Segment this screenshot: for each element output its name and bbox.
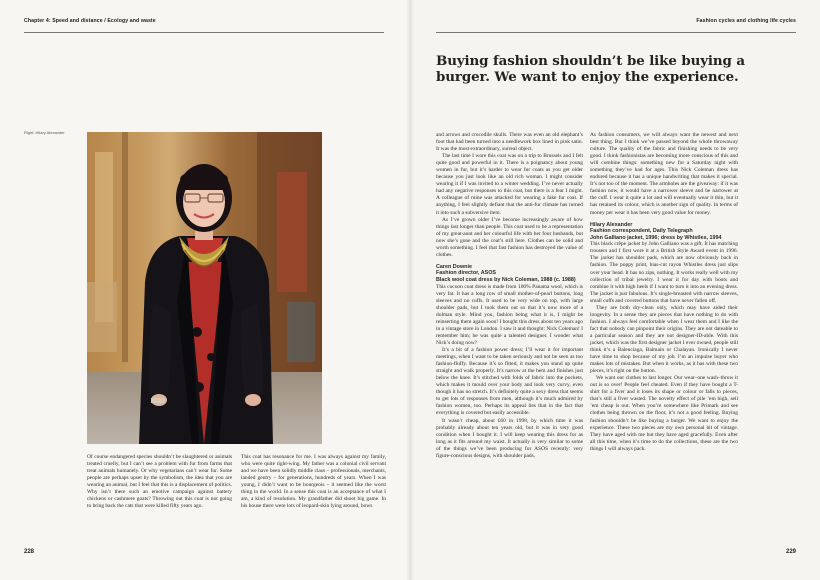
- right-page-column-2: [590, 132, 738, 453]
- byline-hilary-alexander: [590, 222, 738, 242]
- header-rule-right: [436, 32, 796, 33]
- paragraph: and arrows and crocodile skulls. There was even an old elephant’s foot that had been turned into a needlework box lined in pink satin. It was the most extraordinary, surreal object.: [436, 132, 583, 153]
- paragraph: The last time I wore this coat was on a trip to Brussels and I felt quite good and powerful in it. There is a poignancy about young women in fur, but it’s harder to wear fur coats as you get older because you just look like an old rich woman. I might consider wearing it if I was invited to a winter wedding. I’ve never actually had any negative responses to this coat, but there is a fear I might. A colleague of mine was attacked for wearing a fake fur coat. If anything, I feel slightly defiant that the anti-fur climate has turned it into such a subversive item.: [436, 153, 583, 216]
- byline-item: John Galliano jacket, 1996; dress by Whistles, 1994: [590, 234, 722, 241]
- running-head-left: Chapter 4: Speed and distance / Ecology and waste: [24, 18, 156, 24]
- paragraph: We want our clothes to last longer. Our wear–one wash–throw it out is so over! People feel cheated. Even if they have bought a T-shirt for a fiver and it loses its shape or colour or falls to pieces, that’s still a fiver wasted. The novelty effect of pile ’em high, sell ’em cheap is out. When you’re somewhere like Primark and see clothes being thrown on the floor, it’s not a good feeling. Buying fashion shouldn’t be like buying a burger. We want to enjoy the experience. These two pieces are my own personal bit of vintage. They have aged with me but they have aged gracefully. Even after all this time, when it’s time to do the collections, these are the two things I will always pack.: [590, 375, 738, 452]
- paragraph: This black crêpe jacket by John Galliano was a gift. It has matching trousers and I first wore it at a British Style Award event in 1996. The jacket has shoulder pads, which are now obviously back in fashion. The poppy print, bias-cut rayon Whistles dress just slips over your head. It has no zips, nothing. It works really well with my collection of tribal jewelry. I wear it for day with boots and combine it with high heels if I want to turn it into an evening dress. The jacket is just fabulous. It’s single-breasted with narrow sleeves, small cuffs and covered buttons that have never fallen off.: [590, 241, 738, 304]
- byline-item: Black wool coat dress by Nick Coleman, 1988 (c. 1988): [436, 277, 576, 284]
- byline-caren-downie: [436, 264, 583, 284]
- byline-name: Hilary Alexander: [590, 221, 633, 228]
- byline-role: Fashion director, ASOS: [436, 270, 497, 277]
- pull-quote-headline: Buying fashion shouldn’t be like buying a burger. We want to enjoy the experience.: [436, 53, 745, 86]
- header-rule-left: [24, 32, 384, 33]
- page-number-right: 229: [785, 549, 796, 555]
- spine-gutter: [406, 0, 414, 580]
- paragraph: This cocoon coat dress is made from 100% Panama wool, which is very fat. It has a long row of small mother-of-pearl buttons, long sleeves and no cuffs. It used to be very wide on top, with large shoulder pads, but I took them out so that it’s now more of a dolman style. Mind you, fashion being what it is, I might be reinserting them again soon! I bought this dress about ten years ago in a vintage store in London. I saw it and thought: Nick Coleman! I remember him; he was quite a talented designer. I wonder what Nick’s doing now?: [436, 283, 583, 346]
- right-page-column-1: [436, 132, 583, 460]
- left-page-column-1: [87, 454, 232, 510]
- paragraph: It’s a bit of a fashion power dress; I’ll wear it for important meetings, when I want to be taken seriously and not be seen as too fashion-fluffy. Because it’s so fitted, it makes you stand up quite straight and walk properly. It’s narrow at the hem and finishes just below the knee. It’s stitched with folds of fabric into the pockets, which makes it mould over your body and look very curvy, even though it has no stretch. It’s definitely quite a sexy dress that seems to get lots of responses from men, although it’s much admired by fashion women, too. Perhaps its appeal lies that in the fact that everything is covered but easily accessible.: [436, 347, 583, 417]
- portrait-illustration: [87, 132, 322, 444]
- running-head-right: Fashion cycles and clothing life cycles: [696, 18, 796, 24]
- byline-name: Caren Downie: [436, 263, 472, 270]
- paragraph: As I’ve grown older I’ve become increasingly aware of how things last longer than people. This coat used to be a representation of my great-aunt and her colourful life with her four husbands, but now she’s gone and the coat’s still here. Clothes can be solid and worth something. I feel that fast fashion has destroyed the value of clothes.: [436, 216, 583, 258]
- left-page-column-2: [241, 454, 386, 510]
- paragraph: Of course endangered species shouldn’t be slaughtered or animals treated cruelly, but I can’t see a problem with fur from farms that treat animals humanely. Or why vegetarians can’t wear fur. Some people are perhaps upset by the symbolism, the idea that you are wearing an animal, but I feel that this is a displacement of politics. Why isn’t there such an emotive campaign against battery chickens or cashmere goats? Throwing out this coat is not going to bring back the cats that were killed fifty years ago.: [87, 454, 232, 510]
- page-number-left: 228: [24, 549, 35, 555]
- photo-credit: Right: Hilary Alexander: [24, 130, 65, 135]
- portrait-photo: [87, 132, 322, 444]
- paragraph: It wasn’t cheap, about £60 in 1998, by which time it was probably already about ten years old, but it was in very good condition when I bought it. I will keep wearing this dress for as long as it fits around my waist. It actually is very similar to some of the things we’ve been producing for ASOS recently: very figure-conscious designs, with shoulder pads.: [436, 417, 583, 459]
- paragraph: As fashion consumers, we will always want the newest and next best thing. But I think we’ve passed beyond the whole throwaway culture. The quality of the fabric and finishing needs to be very good. I think fashionistas are becoming more conscious of this and will combine things: something new for a Saturday night with something they’ve had for ages. This Nick Coleman dress has endured because it has a unique handwriting that makes it special. It’s not too of the moment. The armholes are the giveaway: if it was fashion now, it would have a narrower sleeve and be narrower at the cuff. I wear it quite a lot and will eventually wear it thin, but it has retained its colour, which is another sign of quality. In terms of money per wear it has been very good value for money.: [590, 132, 738, 216]
- paragraph: This coat has resonance for me. I was always against my family, who were quite right-wing. My father was a colonial civil servant and we have been solidly middle class – professionals, merchants, landed gentry – for generations, hundreds of years. When I was young, I didn’t want to be bourgeois – it seemed like the worst thing in the world. In a sense this coat is an acceptance of what I am, a kind of resolution. My grandfather did shoot big game. In his house there were lots of leopard-skin lying around, bows: [241, 454, 386, 510]
- byline-role: Fashion correspondent, Daily Telegraph: [590, 228, 693, 235]
- paragraph: They are both dry-clean only, which may have aided their longevity. In a sense they are pieces that have nothing to do with fashion. I always feel comfortable when I wear them and I like the fact that nobody can pinpoint their origins. They are not dateable to a particular season and they are not designer-ID-able. With this jacket, which was the first designer jacket I ever owned, people still think it’s a Balenciaga, Balmain or Chalayan. Ironically I never have time to shop because of my job. I’m an impulse buyer who makes lots of mistakes. But when it works, as it has with these two pieces, it’s right on the button.: [590, 304, 738, 375]
